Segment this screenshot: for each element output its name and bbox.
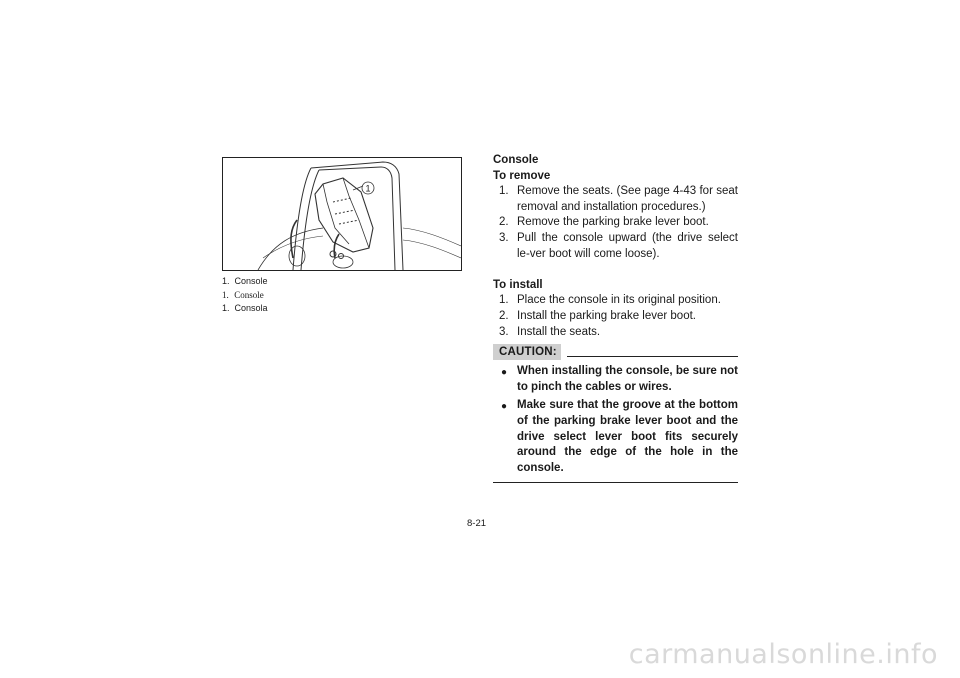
remove-heading: To remove <box>493 169 551 182</box>
console-illustration <box>222 157 462 271</box>
caution-label: CAUTION: <box>493 344 561 360</box>
caution-list <box>493 364 738 476</box>
list-item <box>493 293 738 309</box>
caption-text: Console <box>234 289 264 300</box>
caption-spanish <box>222 302 268 316</box>
list-item <box>493 309 738 325</box>
step-text: Remove the seats. (See page 4-43 for seat removal and installation procedures.) <box>517 185 738 213</box>
caption-french <box>222 289 268 303</box>
instructions-column <box>493 153 738 483</box>
step-number: 3. <box>499 325 509 338</box>
step-text: Place the console in its original position. <box>517 294 721 307</box>
step-text: Install the seats. <box>517 325 601 338</box>
console-drawing <box>223 158 461 270</box>
step-number: 2. <box>499 216 509 229</box>
bullet-icon: ● <box>501 401 508 413</box>
caution-end-rule <box>493 482 738 483</box>
step-text: Pull the console upward (the drive select le-ver boot will come loose). <box>517 231 738 260</box>
watermark: carmanualsonline.info <box>628 639 938 670</box>
step-text: Install the parking brake lever boot. <box>517 309 696 322</box>
caution-text: When installing the console, be sure not to pinch the cables or wires. <box>517 365 738 393</box>
caption-number: 1. <box>222 276 230 286</box>
section-title: Console <box>493 154 539 166</box>
step-number: 3. <box>499 231 509 244</box>
remove-steps <box>493 184 738 262</box>
caption-english <box>222 275 268 289</box>
list-item <box>493 398 738 476</box>
caution-header <box>493 344 738 360</box>
list-item <box>493 184 738 215</box>
caption-number: 1. <box>222 289 229 300</box>
install-steps <box>493 293 738 340</box>
page-number: 8-21 <box>467 518 487 529</box>
step-number: 2. <box>499 309 509 322</box>
caption-text: Consola <box>234 303 268 313</box>
caption-text: Console <box>234 276 268 286</box>
step-number: 1. <box>499 185 509 198</box>
install-heading: To install <box>493 278 543 291</box>
list-item <box>493 231 738 262</box>
list-item <box>493 215 738 231</box>
spacer <box>493 262 738 278</box>
figure-captions <box>222 275 268 316</box>
list-item <box>493 325 738 341</box>
callout-number: 1 <box>365 183 371 194</box>
list-item <box>493 364 738 395</box>
caution-rule <box>567 347 738 357</box>
bullet-icon: ● <box>501 367 508 379</box>
step-number: 1. <box>499 294 509 307</box>
step-text: Remove the parking brake lever boot. <box>517 216 709 229</box>
caption-number: 1. <box>222 303 230 313</box>
caution-text: Make sure that the groove at the bottom of the parking brake lever boot and the drive select lever boot fits securely around the edge of the hole in the console. <box>517 399 738 474</box>
